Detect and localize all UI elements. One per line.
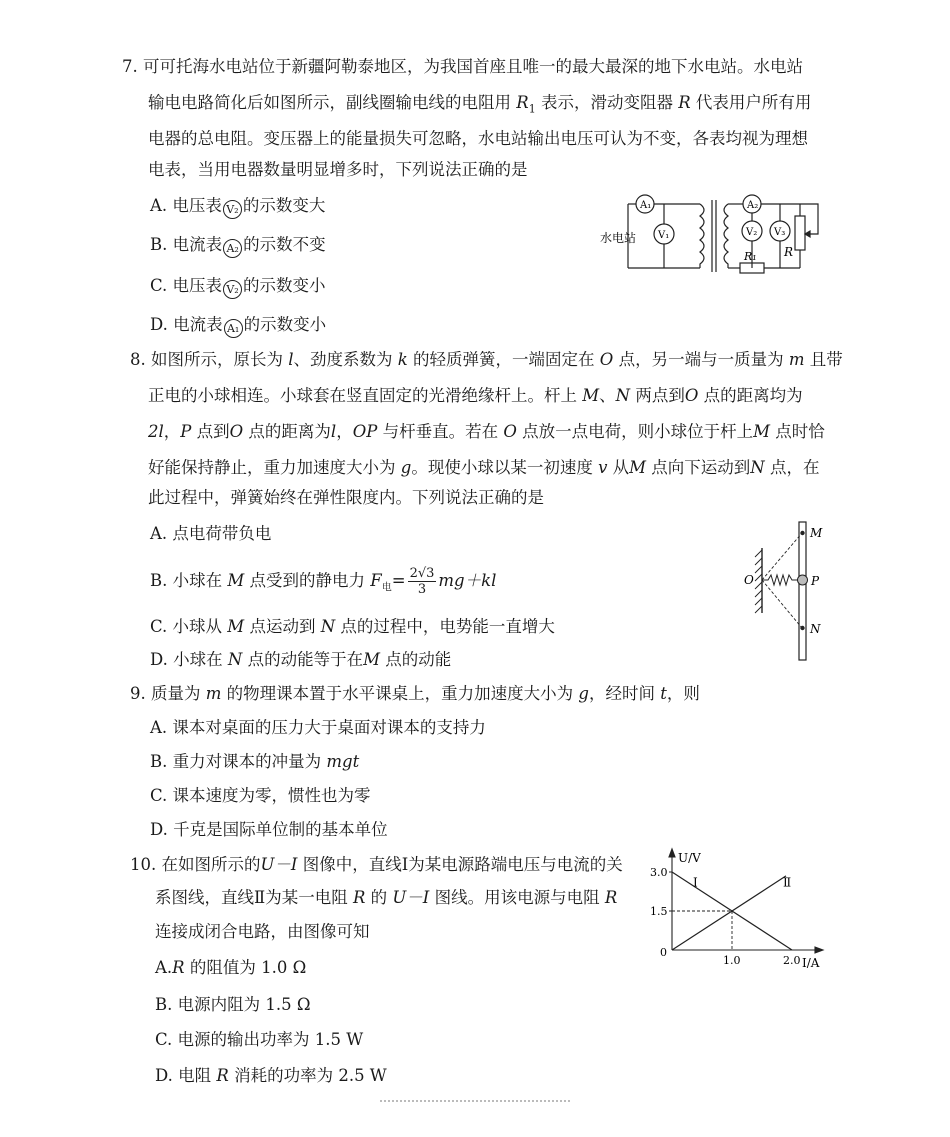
q7-line-4: 电表，当用电器数量明显增多时，下列说法正确的是	[148, 160, 528, 179]
resistor-r1-label: R₁	[744, 250, 757, 263]
x-tick-label-2: 2.0	[783, 954, 801, 967]
y-axis-arrow	[669, 849, 675, 857]
origin-label: 0	[660, 946, 667, 959]
q8-line-3: 2l，P 点到O 点的距离为l，OP 与杆垂直。若在 O 点放一点电荷，则小球位于杆上M 点时恰	[148, 422, 825, 441]
q8-option-c[interactable]: C. 小球从 M 点运动到 N 点的过程中，电势能一直增大	[150, 617, 555, 636]
page-footer-divider	[380, 1100, 570, 1112]
q8-line-1: 8. 如图所示，原长为 l、劲度系数为 k 的轻质弹簧，一端固定在 O 点，另一端与一质量为 m 且带	[130, 350, 843, 369]
q8-line-4: 好能保持静止，重力加速度大小为 g。现使小球以某一初速度 v 从M 点向下运动到N 点，在	[148, 458, 820, 477]
voltmeter-v1-label: V₁	[658, 230, 670, 241]
x-tick-label-1: 1.0	[723, 954, 741, 967]
ammeter-a1-icon: A₁	[224, 319, 243, 338]
q7-line-3: 电器的总电阻。变压器上的能量损失可忽略，水电站输出电压可认为不变，各表均视为理想	[148, 129, 808, 148]
q7-line-1: 7. 可可托海水电站位于新疆阿勒泰地区，为我国首座且唯一的最大最深的地下水电站。水电站	[122, 57, 803, 76]
ui-graph	[640, 846, 840, 976]
ammeter-a2-label: A₂	[747, 200, 759, 211]
label-m: M	[810, 526, 823, 540]
q7-option-d[interactable]: D. 电流表 A₁ 的示数变小	[150, 315, 326, 338]
label-n: N	[810, 622, 821, 636]
series-label-2: Ⅱ	[783, 875, 792, 890]
point-n-marker	[800, 626, 804, 630]
q9-option-d[interactable]: D. 千克是国际单位制的基本单位	[150, 820, 388, 839]
q8-line-5: 此过程中，弹簧始终在弹性限度内。下列说法正确的是	[148, 488, 544, 507]
q9-option-a[interactable]: A. 课本对桌面的压力大于桌面对课本的支持力	[150, 718, 486, 737]
q8-option-d[interactable]: D. 小球在 N 点的动能等于在M 点的动能	[150, 650, 452, 669]
q10-line-1: 10. 在如图所示的U－I 图像中，直线Ⅰ为某电源路端电压与电流的关	[130, 855, 623, 874]
voltmeter-v3-label: V₃	[774, 227, 786, 238]
ammeter-a1-label: A₁	[640, 200, 652, 211]
x-axis-label: I/A	[802, 956, 820, 970]
ball-icon	[798, 575, 808, 585]
voltmeter-v2-icon: V₂	[223, 200, 242, 219]
q10-option-a[interactable]: A.R 的阻值为 1.0 Ω	[155, 958, 307, 977]
fraction: $\frac{2√3}{3}$	[409, 566, 435, 597]
q10-option-b[interactable]: B. 电源内阻为 1.5 Ω	[155, 995, 311, 1014]
q9-option-b[interactable]: B. 重力对课本的冲量为 mgt	[150, 752, 360, 771]
q7-option-b[interactable]: B. 电流表 A₂ 的示数不变	[150, 235, 326, 258]
q7-option-a[interactable]: A. 电压表 V₂ 的示数变大	[150, 196, 325, 219]
label-o: O	[744, 573, 754, 587]
label-p: P	[811, 574, 820, 588]
voltmeter-v2-icon: V₂	[223, 280, 242, 299]
q8-spring-rod-diagram	[740, 518, 830, 663]
q7-circuit-diagram	[600, 186, 840, 276]
resistor-r-label: R	[784, 245, 794, 259]
q10-option-d[interactable]: D. 电阻 R 消耗的功率为 2.5 W	[155, 1066, 387, 1085]
hydro-station-label: 水电站	[600, 231, 637, 245]
q10-line-2: 系图线，直线Ⅱ为某一电阻 R 的 U－I 图线。用该电源与电阻 R	[155, 888, 618, 907]
q7-line-2: 输电电路简化后如图所示，副线圈输电线的电阻用 $R_1$ 表示，滑动变阻器 R 代表用户所有用	[148, 93, 812, 116]
q8-line-2: 正电的小球相连。小球套在竖直固定的光滑绝缘杆上。杆上 M、N 两点到O 点的距离均为	[148, 386, 803, 405]
q9-stem: 9. 质量为 m 的物理课本置于水平课桌上，重力加速度大小为 g，经时间 t，则	[130, 684, 700, 703]
q9-option-c[interactable]: C. 课本速度为零，惯性也为零	[150, 786, 371, 805]
q8-option-b[interactable]: B. 小球在 M 点受到的静电力 $F_电=$ $\frac{2√3}{3}$ mg＋kl	[150, 566, 497, 597]
series-label-1: Ⅰ	[693, 875, 698, 890]
y-axis-label: U/V	[678, 851, 701, 865]
series-line-2	[672, 876, 786, 950]
y-tick-label-2: 3.0	[650, 866, 668, 879]
voltmeter-v2-label: V₂	[746, 227, 758, 238]
q8-option-a[interactable]: A. 点电荷带负电	[150, 524, 272, 543]
q10-line-3: 连接成闭合电路，由图像可知	[155, 922, 370, 941]
q10-option-c[interactable]: C. 电源的输出功率为 1.5 W	[155, 1030, 364, 1049]
x-axis-arrow	[815, 947, 823, 953]
q7-option-c[interactable]: C. 电压表 V₂ 的示数变小	[150, 276, 326, 299]
y-tick-label-1: 1.5	[650, 905, 668, 918]
ammeter-a2-icon: A₂	[223, 239, 242, 258]
point-m-marker	[800, 531, 804, 535]
